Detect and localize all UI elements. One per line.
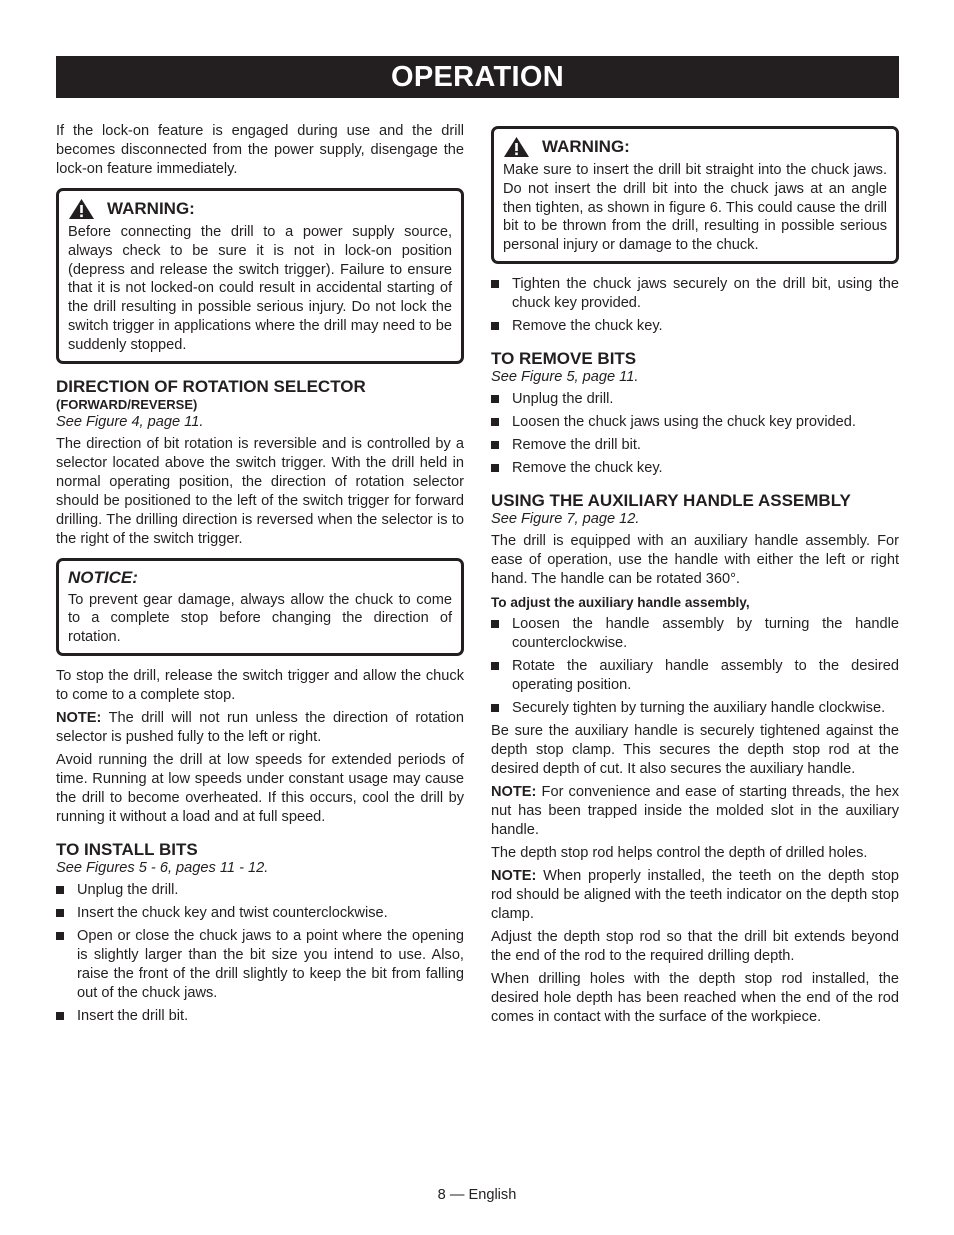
depth-stop-text: The depth stop rod helps control the depth of drilled holes.: [491, 844, 868, 861]
list-item: Remove the drill bit.: [491, 436, 899, 455]
rotation-text: The direction of bit rotation is reversible and is controlled by a selector located above the switch trigger. With the drill held in normal operating position, the direction of rotation selector should be positioned to the left of the switch trigger for forward drilling. The drilling direction is reversed when the selector is to the right of the switch trigger.: [56, 435, 464, 547]
rotation-subheading: (FORWARD/REVERSE): [56, 396, 198, 412]
install-steps-continued: [491, 275, 899, 336]
rotation-note: [56, 709, 464, 747]
handle-heading: USING THE AUXILIARY HANDLE ASSEMBLY: [491, 490, 851, 510]
list-item: Rotate the auxiliary handle assembly to the desired operating position.: [491, 657, 899, 695]
rotation-figure-ref: See Figure 4, page 11.: [56, 413, 204, 430]
left-column: [56, 122, 464, 1030]
handle-figure-ref: See Figure 7, page 12.: [491, 510, 640, 527]
list-item: Tighten the chuck jaws securely on the drill bit, using the chuck key provided.: [491, 275, 899, 313]
note-text: When properly installed, the teeth on the depth stop rod should be aligned with the teeth indicator on the depth stop clamp.: [491, 867, 899, 922]
notice-text: To prevent gear damage, always allow the chuck to come to a complete stop before changing the direction of rotation.: [68, 591, 452, 646]
list-item: Remove the chuck key.: [491, 317, 899, 336]
warning-text: Before connecting the drill to a power supply source, always check to be sure it is not in lock-on position (depress and release the switch trigger). Failure to ensure that it is not locked-on could result in accidental starting of the drill resulting in possible serious injury. Do not lock the switch trigger in applications where the drill may need to be suddenly stopped.: [68, 224, 452, 353]
warning-box-lock-on: [56, 188, 464, 364]
note-text: For convenience and ease of starting threads, the hex nut has been trapped inside the molded slot in the auxiliary handle.: [491, 783, 899, 838]
handle-secure-text: Be sure the auxiliary handle is securely tightened against the depth stop clamp. This secures the depth stop rod at the desired depth of cut. It also secures the auxiliary handle.: [491, 722, 899, 777]
install-heading: TO INSTALL BITS: [56, 839, 198, 859]
depth-final-text: When drilling holes with the depth stop rod installed, the desired hole depth has been reached when the end of the rod comes in contact with the surface of the workpiece.: [491, 970, 899, 1025]
handle-steps: [491, 615, 899, 718]
section-banner: OPERATION: [56, 56, 899, 98]
notice-title: NOTICE:: [68, 567, 138, 587]
handle-note-teeth: [491, 867, 899, 924]
install-figure-ref: See Figures 5 - 6, pages 11 - 12.: [56, 859, 269, 876]
list-item: Insert the drill bit.: [56, 1007, 464, 1026]
depth-adjust-text: Adjust the depth stop rod so that the drill bit extends beyond the end of the rod to the required drilling depth.: [491, 928, 899, 964]
list-item: Insert the chuck key and twist counterclockwise.: [56, 904, 464, 923]
list-item: Unplug the drill.: [491, 390, 899, 409]
list-item: Securely tighten by turning the auxiliary handle clockwise.: [491, 699, 899, 718]
remove-heading: TO REMOVE BITS: [491, 348, 637, 368]
page-footer: 8 — English: [437, 1187, 517, 1203]
warning-title: WARNING:: [542, 137, 630, 156]
warning-triangle-icon: [503, 136, 530, 158]
note-text: The drill will not run unless the direction of rotation selector is pushed fully to the left or right.: [56, 709, 464, 745]
note-label: NOTE:: [56, 709, 102, 726]
handle-adjust-label: To adjust the auxiliary handle assembly,: [491, 594, 750, 610]
warning-text: Make sure to insert the drill bit straight into the chuck jaws. Do not insert the drill bit into the chuck jaws at an angle then tighten, as shown in figure 6. This could cause the drill bit to be thrown from the drill, resulting in possible serious personal injury or damage to the chuck.: [503, 162, 887, 254]
warning-triangle-icon: [68, 198, 95, 220]
lock-on-intro: If the lock-on feature is engaged during use and the drill becomes disconnected from the power supply, disengage the lock-on feature immediately.: [56, 123, 464, 177]
remove-figure-ref: See Figure 5, page 11.: [491, 368, 639, 385]
remove-steps: [491, 390, 899, 478]
list-item: Remove the chuck key.: [491, 459, 899, 478]
note-label: NOTE:: [491, 783, 537, 800]
rotation-heading: DIRECTION OF ROTATION SELECTOR: [56, 376, 366, 396]
handle-intro: The drill is equipped with an auxiliary handle assembly. For ease of operation, use the handle with either the left or right hand. The handle can be rotated 360°.: [491, 532, 899, 587]
list-item: Unplug the drill.: [56, 881, 464, 900]
warning-title: WARNING:: [107, 199, 195, 218]
list-item: Open or close the chuck jaws to a point where the opening is slightly larger than the bit size you intend to use. Also, raise the front of the drill slightly to keep the bit from falling out of the chuck jaws.: [56, 927, 464, 1003]
stop-text: To stop the drill, release the switch trigger and allow the chuck to come to a complete stop.: [56, 667, 464, 703]
warning-box-insert-bit: [491, 126, 899, 264]
list-item: Loosen the chuck jaws using the chuck key provided.: [491, 413, 899, 432]
list-item: Loosen the handle assembly by turning the handle counterclockwise.: [491, 615, 899, 653]
install-steps: [56, 881, 464, 1026]
low-speed-text: Avoid running the drill at low speeds for extended periods of time. Running at low speeds under constant usage may cause the drill to become overheated. If this occurs, cool the drill by running it without a load and at full speed.: [56, 751, 464, 825]
note-label: NOTE:: [491, 867, 537, 884]
handle-note-hex-nut: [491, 783, 899, 840]
notice-box: [56, 558, 464, 656]
right-column: [491, 122, 899, 1031]
